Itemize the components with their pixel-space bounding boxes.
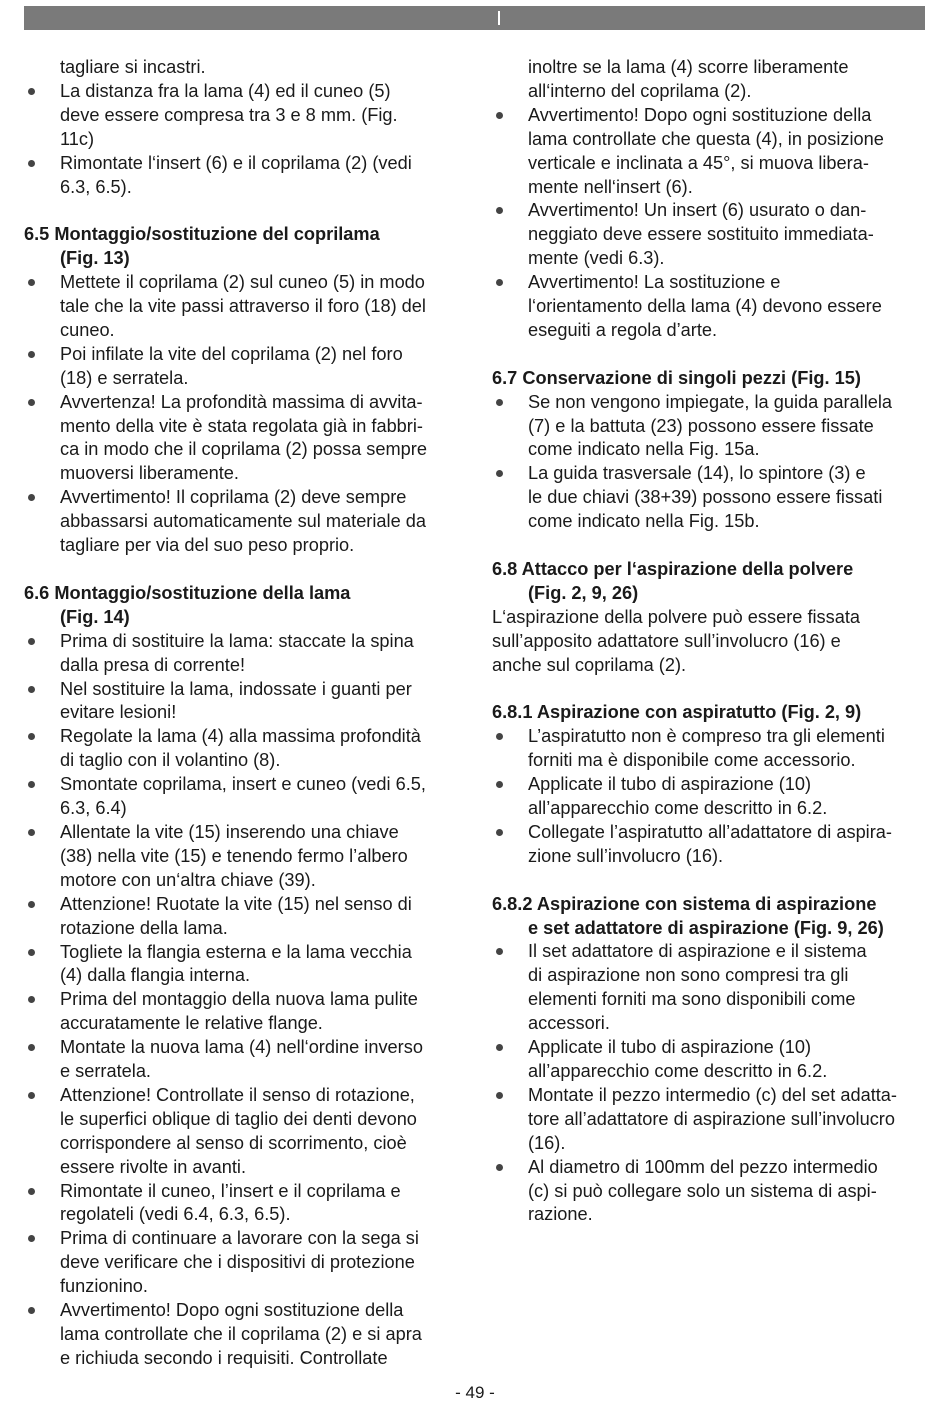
text-line: accessori. <box>528 1013 610 1034</box>
text-line: abbassarsi automaticamente sul materiale da <box>60 511 426 532</box>
bullet-item: Smontate coprilama, insert e cuneo (vedi 6.5, <box>24 773 456 797</box>
text-line: deve essere compresa tra 3 e 8 mm. (Fig. <box>60 104 398 125</box>
text-line: razione. <box>528 1204 593 1225</box>
text-line: deve verificare che i dispositivi di protezione <box>60 1252 415 1273</box>
text-line: eseguiti a regola d’arte. <box>528 319 718 340</box>
bullet-item: Avvertimento! Il coprilama (2) deve sempre <box>24 486 456 510</box>
bullet-item: Montate la nuova lama (4) nell‘ordine inverso <box>24 1036 456 1060</box>
text-line: motore con un‘altra chiave (39). <box>60 869 316 890</box>
page-number: - 49 - <box>455 1383 495 1402</box>
text-line: dalla presa di corrente! <box>60 654 246 675</box>
text-line: come indicato nella Fig. 15b. <box>528 511 760 532</box>
text-line: anche sul coprilama (2). <box>492 654 687 675</box>
text-line: lama controllate che questa (4), in posizione <box>528 128 884 149</box>
bullet-item: Avvertimento! Un insert (6) usurato o dan- <box>492 199 924 223</box>
text-line: inoltre se la lama (4) scorre liberamente <box>528 57 849 77</box>
text-line: cuneo. <box>60 319 115 340</box>
section-heading: 6.5 Montaggio/sostituzione del coprilama <box>24 224 380 245</box>
bullet-item: Poi infilate la vite del coprilama (2) nel foro <box>24 343 456 367</box>
text-line: 6.3, 6.5). <box>60 176 132 197</box>
text-line: accuratamente le relative flange. <box>60 1013 323 1034</box>
bullet-item: Avvertimento! Dopo ogni sostituzione della <box>24 1299 456 1323</box>
text-line: ca in modo che il coprilama (2) possa sempre <box>60 439 427 460</box>
section-heading: (Fig. 14) <box>60 606 130 627</box>
bullet-item: Rimontate l‘insert (6) e il coprilama (2) (vedi <box>24 152 456 176</box>
bullet-item: L’aspiratutto non è compreso tra gli elementi <box>492 725 924 749</box>
text-line: le due chiavi (38+39) possono essere fissati <box>528 487 883 508</box>
bullet-item: Prima di sostituire la lama: staccate la spina <box>24 630 456 654</box>
text-line: (4) dalla flangia interna. <box>60 965 251 986</box>
bullet-item: Nel sostituire la lama, indossate i guanti per <box>24 678 456 702</box>
bullet-item: Attenzione! Controllate il senso di rotazione, <box>24 1084 456 1108</box>
text-line: le superfici oblique di taglio dei denti devono <box>60 1108 417 1129</box>
text-line: sull’apposito adattatore sull’involucro (16) e <box>492 630 841 651</box>
right-column <box>492 56 924 1227</box>
header-mark <box>498 11 500 25</box>
bullet-item: Avvertimento! Dopo ogni sostituzione della <box>492 104 924 128</box>
bullet-item: Regolate la lama (4) alla massima profondità <box>24 725 456 749</box>
text-line: elementi forniti ma sono disponibili come <box>528 989 856 1010</box>
bullet-item: Prima del montaggio della nuova lama pulite <box>24 988 456 1012</box>
text-line: tale che la vite passi attraverso il foro (18) del <box>60 296 426 317</box>
text-line: (7) e la battuta (23) possono essere fissate <box>528 415 874 436</box>
text-line: neggiato deve essere sostituito immediata- <box>528 224 874 245</box>
text-line: L‘aspirazione della polvere può essere fissata <box>492 606 861 627</box>
bullet-item: Allentate la vite (15) inserendo una chiave <box>24 821 456 845</box>
text-line: essere rivolte in avanti. <box>60 1156 247 1177</box>
bullet-item: Rimontate il cuneo, l’insert e il coprilama e <box>24 1180 456 1204</box>
section-heading: e set adattatore di aspirazione (Fig. 9, 26) <box>528 917 884 938</box>
bullet-item: Se non vengono impiegate, la guida parallela <box>492 391 924 415</box>
bullet-item: Avvertimento! La sostituzione e <box>492 271 924 295</box>
text-line: di taglio con il volantino (8). <box>60 750 281 771</box>
left-column <box>24 56 456 1371</box>
text-line: e richiuda secondo i requisiti. Controllate <box>60 1347 388 1368</box>
text-line: mente (vedi 6.3). <box>528 248 665 269</box>
bullet-item: Applicate il tubo di aspirazione (10) <box>492 773 924 797</box>
section-heading: (Fig. 13) <box>60 248 130 269</box>
bullet-item: Prima di continuare a lavorare con la sega si <box>24 1227 456 1251</box>
header-bar <box>24 6 925 30</box>
text-line: regolateli (vedi 6.4, 6.3, 6.5). <box>60 1204 291 1225</box>
bullet-item: Al diametro di 100mm del pezzo intermedio <box>492 1156 924 1180</box>
text-line: come indicato nella Fig. 15a. <box>528 439 760 460</box>
bullet-item: La distanza fra la lama (4) ed il cuneo (5) <box>24 80 456 104</box>
section-heading: 6.7 Conservazione di singoli pezzi (Fig. 15) <box>492 367 861 388</box>
text-line: corrispondere al senso di scorrimento, cioè <box>60 1132 407 1153</box>
section-heading: (Fig. 2, 9, 26) <box>528 582 639 603</box>
text-line: 11c) <box>60 128 95 149</box>
bullet-item: Togliete la flangia esterna e la lama vecchia <box>24 941 456 965</box>
text-line: 6.3, 6.4) <box>60 798 127 819</box>
text-line: all‘interno del coprilama (2). <box>528 80 752 101</box>
bullet-item: Montate il pezzo intermedio (c) del set adatta- <box>492 1084 924 1108</box>
text-line: (c) si può collegare solo un sistema di aspi- <box>528 1180 877 1201</box>
text-line: l‘orientamento della lama (4) devono essere <box>528 296 882 317</box>
text-line: rotazione della lama. <box>60 917 228 938</box>
bullet-item: Il set adattatore di aspirazione e il sistema <box>492 940 924 964</box>
text-line: (38) nella vite (15) e tenendo fermo l’albero <box>60 845 408 866</box>
text-line: mento della vite è stata regolata già in fabbri- <box>60 415 423 436</box>
text-line: tagliare si incastri. <box>60 57 206 77</box>
text-line: e serratela. <box>60 1061 151 1082</box>
text-line: mente nell‘insert (6). <box>528 176 693 197</box>
section-heading: 6.6 Montaggio/sostituzione della lama <box>24 582 351 603</box>
text-line: di aspirazione non sono compresi tra gli <box>528 965 849 986</box>
bullet-item: Applicate il tubo di aspirazione (10) <box>492 1036 924 1060</box>
bullet-item: La guida trasversale (14), lo spintore (3) e <box>492 462 924 486</box>
text-line: tagliare per via del suo peso proprio. <box>60 535 355 556</box>
text-line: funzionino. <box>60 1276 148 1297</box>
text-line: muoversi liberamente. <box>60 463 239 484</box>
bullet-item: Attenzione! Ruotate la vite (15) nel senso di <box>24 893 456 917</box>
text-line: zione sull’involucro (16). <box>528 845 724 866</box>
text-line: evitare lesioni! <box>60 702 177 723</box>
text-line: tore all’adattatore di aspirazione sull’involucro <box>528 1108 895 1129</box>
text-line: (18) e serratela. <box>60 367 189 388</box>
text-line: verticale e inclinata a 45°, si muova libera- <box>528 152 869 173</box>
section-heading: 6.8.1 Aspirazione con aspiratutto (Fig. 2, 9) <box>492 702 862 723</box>
text-line: (16). <box>528 1132 566 1153</box>
text-line: forniti ma è disponibile come accessorio. <box>528 750 856 771</box>
text-line: lama controllate che il coprilama (2) e si apra <box>60 1324 422 1344</box>
section-heading: 6.8 Attacco per l‘aspirazione della polvere <box>492 559 854 579</box>
bullet-item: Collegate l’aspiratutto all’adattatore di aspira- <box>492 821 924 845</box>
text-line: all’apparecchio come descritto in 6.2. <box>528 1061 828 1081</box>
bullet-item: Mettete il coprilama (2) sul cuneo (5) in modo <box>24 271 456 295</box>
text-line: all’apparecchio come descritto in 6.2. <box>528 798 828 819</box>
bullet-item: Avvertenza! La profondità massima di avvita- <box>24 391 456 415</box>
section-heading: 6.8.2 Aspirazione con sistema di aspirazione <box>492 893 877 914</box>
